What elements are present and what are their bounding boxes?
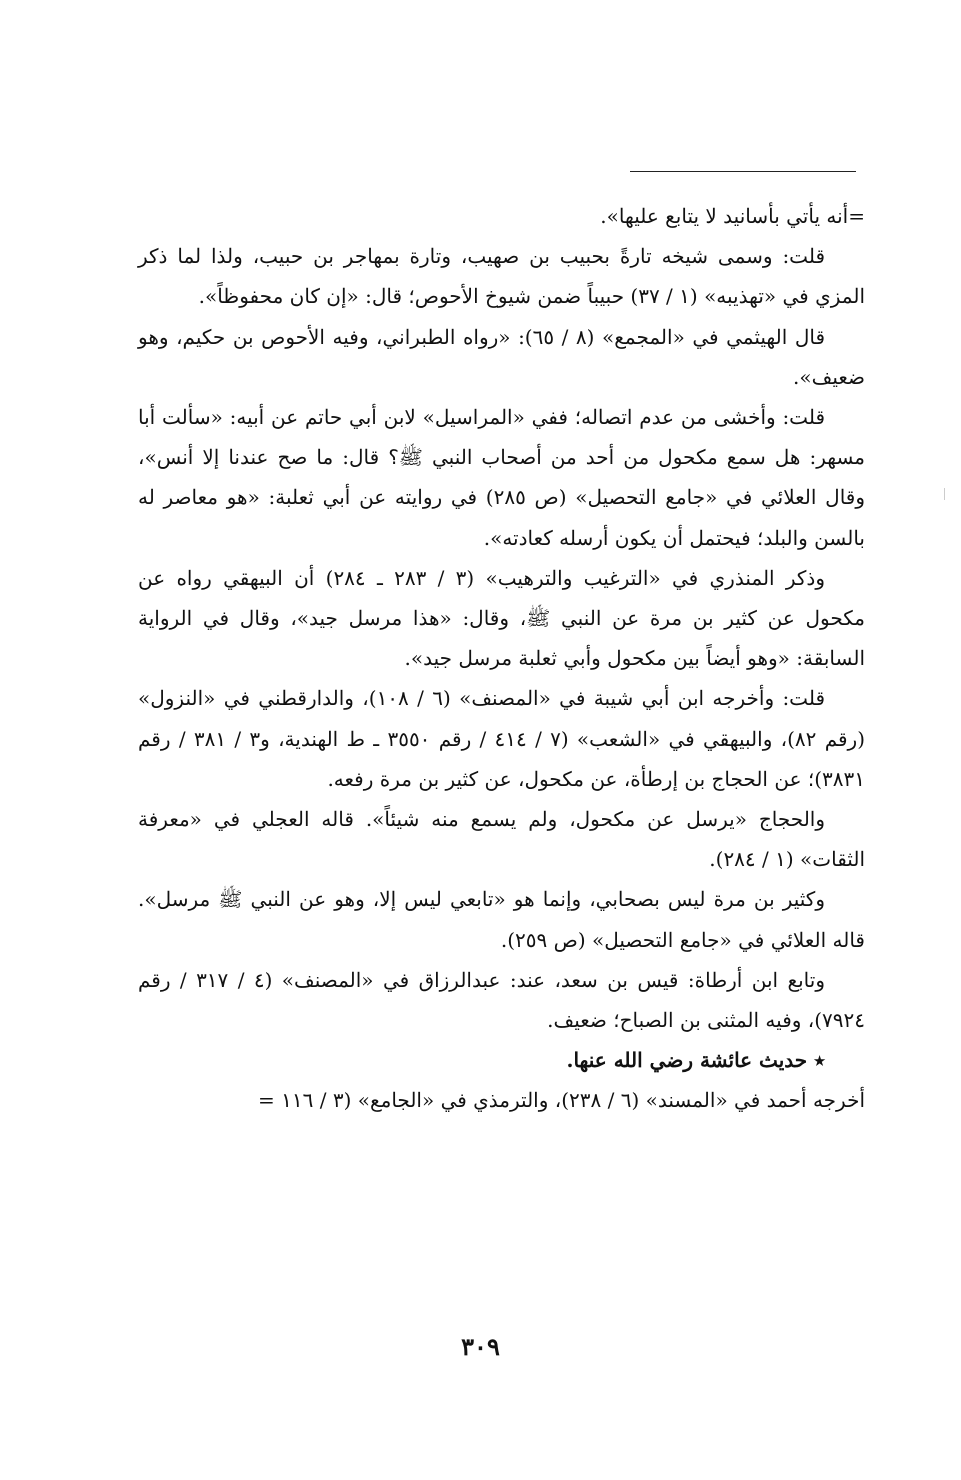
section-heading	[138, 1040, 865, 1080]
footnote-paragraph: وتابع ابن أرطاة: قيس بن سعد، عند: عبدالرزاق في «المصنف» (٤ / ٣١٧ / رقم ٧٩٢٤)، وفيه المثنى بن الصباح؛ ضعيف.	[138, 967, 865, 1033]
star-icon: ٭	[814, 1048, 825, 1073]
footnote-paragraph: =أنه يأتي بأسانيد لا يتابع عليها».	[600, 204, 865, 228]
footnote-paragraph: قال الهيثمي في «المجمع» (٨ / ٦٥): «رواه الطبراني، وفيه الأحوص بن حكيم، وهو ضعيف».	[138, 324, 865, 389]
footnote-paragraph: والحجاج «يرسل عن مكحول، ولم يسمع منه شيئاً». قاله العجلي في «معرفة الثقات» (١ / ٢٨٤).	[138, 807, 865, 872]
footnote-paragraph: وذكر المنذري في «الترغيب والترهيب» (٣ / ٢٨٣ ـ ٢٨٤) أن البيهقي رواه عن مكحول عن كثير بن مرة عن النبي ﷺ، وقال: «هذا مرسل جيد»، وقال في الرواية السابقة: «وهو أيضاً بين مكحول وأبي ثعلبة مرسل جيد».	[138, 565, 865, 671]
footnote-paragraph: قلت: وأخرجه ابن أبي شيبة في «المصنف» (٦ / ١٠٨)، والدارقطني في «النزول» (رقم ٨٢)، والبيهقي في «الشعب» (٧ / ٤١٤ / رقم ٣٥٥٠ ـ ط الهندية، و٣ / ٣٨١ / رقم ٣٨٣١)؛ عن الحجاج بن إرطأة، عن مكحول، عن كثير بن مرة رفعه.	[138, 686, 866, 791]
footnote-paragraph: قلت: وسمى شيخه تارةً بحبيب بن صهيب، وتارة بمهاجر بن حبيب، ولذا لما ذكر المزي في «تهذيبه» (١ / ٣٧) حبيباً ضمن شيوخ الأحوص؛ قال: «إن كان محفوظاً».	[138, 244, 865, 309]
footnote-last-line: أخرجه أحمد في «المسند» (٦ / ٢٣٨)، والترمذي في «الجامع» (٣ / ١١٦ =	[258, 1088, 865, 1113]
footnote-text-block	[138, 196, 865, 1121]
section-heading-text: حديث عائشة رضي الله عنها.	[566, 1048, 808, 1073]
footnote-paragraph: وكثير بن مرة ليس بصحابي، وإنما هو «تابعي ليس إلا، وهو عن النبي ﷺ مرسل». قاله العلائي في «جامع التحصيل» (ص ٢٥٩).	[138, 887, 865, 952]
footnote-separator-line	[630, 171, 856, 172]
footnote-paragraph: قلت: وأخشى من عدم اتصاله؛ ففي «المراسيل» لابن أبي حاتم عن أبيه: «سألت أبا مسهر: هل سمع مكحول من أحد من أصحاب النبي ﷺ؟ قال: ما صح عندنا إلا أنس»، وقال العلائي في «جامع التحصيل» (ص ٢٨٥) في روايته عن أبي ثعلبة: «هو معاصر له بالسن والبلد؛ فيحتمل أن يكون أرسله كعادته».	[138, 405, 866, 550]
page-number: ٣٠٩	[461, 1332, 500, 1361]
margin-mark	[944, 488, 945, 500]
